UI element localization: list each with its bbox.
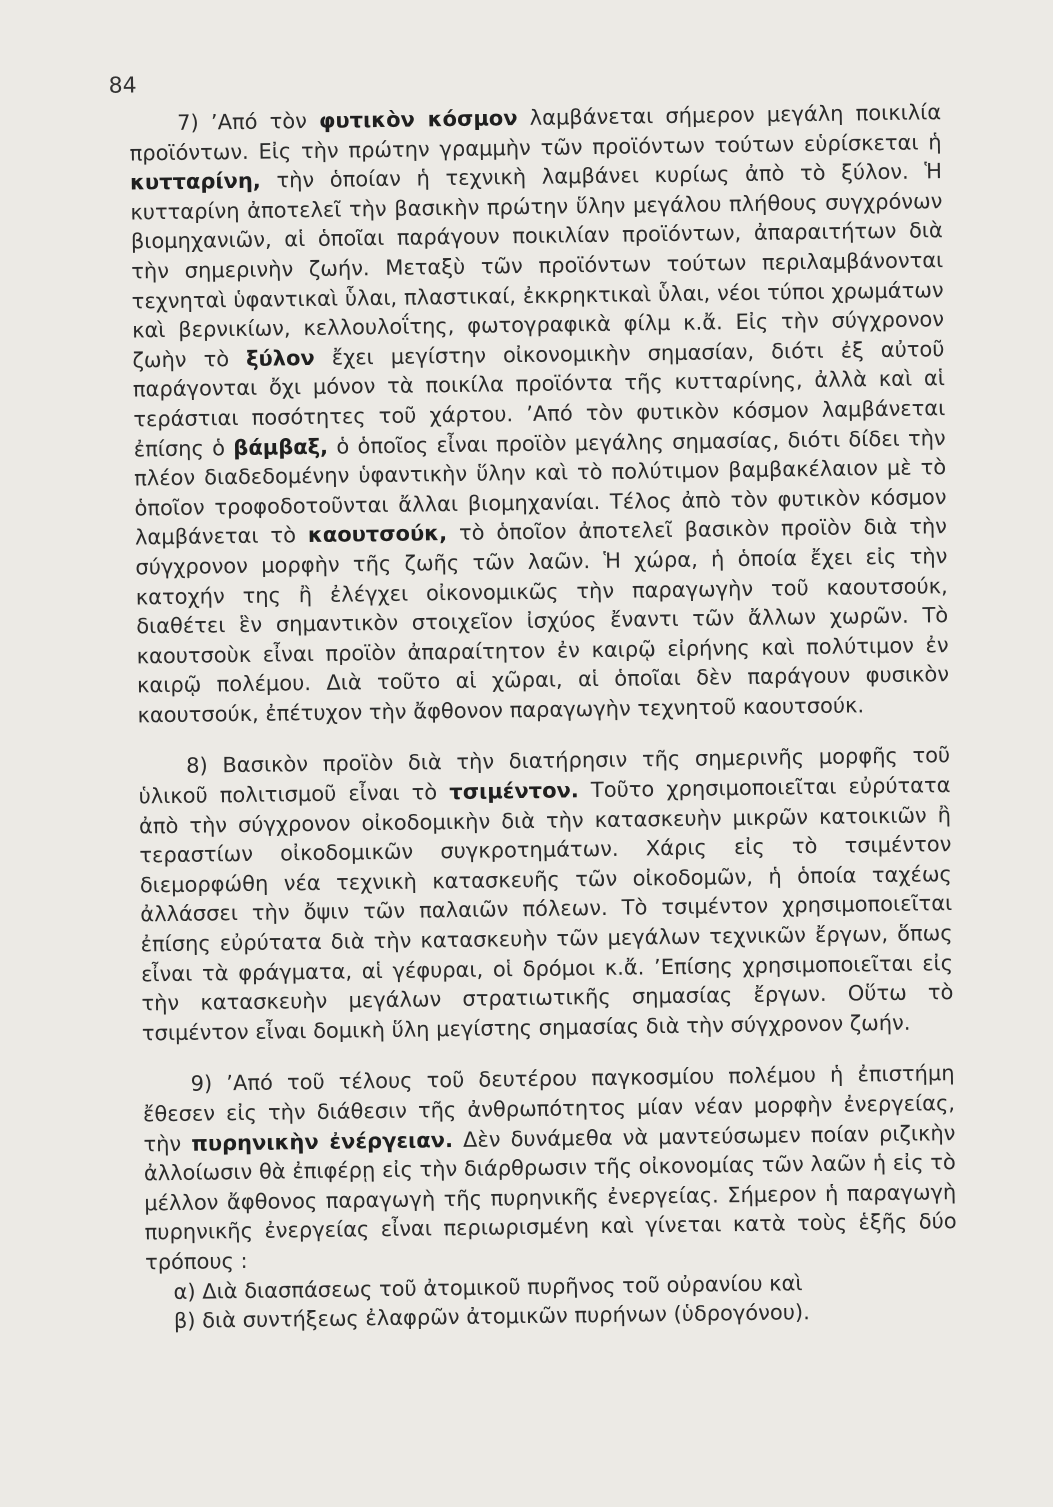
page-number: 84 <box>108 73 137 99</box>
bold-term-pyriniki-energeia: πυρηνικὴν ἐνέργειαν. <box>191 1127 454 1156</box>
paragraph-7: 7) ’Από τὸν φυτικὸν κόσμον λαμβάνεται σήμερον μεγάλη ποικιλία προϊόντων. Εἰς τὴν πρώτην γραμμὴν τῶν προϊόντων τούτων εὑρίσκεται ἡ κυτταρίνη, τὴν ὁποίαν ἡ τεχνικὴ λαμβάνει κυρίως ἀπὸ τὸ ξύλον. Ἡ κυτταρίνη ἀποτελεῖ τὴν βασικὴν πρώτην ὕλην μεγάλου πλήθους συγχρόνων βιομηχανιῶν, αἱ ὁποῖαι παράγουν ποικιλίαν προϊόντων, ἀπαραιτήτων διὰ τὴν σημερινὴν ζωήν. Μεταξὺ τῶν προϊόντων τούτων περιλαμβάνονται τεχνηταὶ ὑφαντικαὶ ὗλαι, πλαστικαί, ἐκκρηκτικαὶ ὗλαι, νέοι τύποι χρωμάτων καὶ βερνικίων, κελλουλοΐτης, φωτογραφικὰ φίλμ κ.ἄ. Εἰς τὴν σύγχρονον ζωὴν τὸ ξύλον ἔχει μεγίστην οἰκονομικὴν σημασίαν, διότι ἐξ αὐτοῦ παράγονται ὄχι μόνον τὰ ποικίλα προϊόντα τῆς κυτταρίνης, ἀλλὰ καὶ αἱ τεράστιαι ποσότητες τοῦ χάρτου. ’Από τὸν φυτικὸν κόσμον λαμβάνεται ἐπίσης ὁ βάμβαξ, ὁ ὁποῖος εἶναι προϊὸν μεγάλης σημασίας, διότι δίδει τὴν πλέον διαδεδομένην ὑφαντικὴν ὕλην καὶ τὸ πολύτιμον βαμβακέλαιον μὲ τὸ ὁποῖον τροφοδοτοῦνται ἄλλαι βιομηχανίαι. Τέλος ἀπὸ τὸν φυτικὸν κόσμον λαμβάνεται τὸ καουτσούκ, τὸ ὁποῖον ἀποτελεῖ βασικὸν προϊὸν διὰ τὴν σύγχρονον μορφὴν τῆς ζωῆς τῶν λαῶν. Ἡ χώρα, ἡ ὁποία ἔχει εἰς τὴν κατοχήν της ἢ ἐλέγχει οἰκονομικῶς τὴν παραγωγὴν τοῦ καουτσούκ, διαθέτει ἓν σημαντικὸν στοιχεῖον ἰσχύος ἔναντι τῶν ἄλλων χωρῶν. Τὸ καουτσοὺκ εἶναι προϊὸν ἀπαραίτητον ἐν καιρῷ εἰρήνης καὶ πολύτιμον ἐν καιρῷ πολέμου. Διὰ τοῦτο αἱ χῶραι, αἱ ὁποῖαι δὲν παράγουν φυσικὸν καουτσούκ, ἐπέτυχον τὴν ἄφθονον παραγωγὴν τεχνητοῦ καουτσούκ. <box>129 100 950 728</box>
paragraph-8: 8) Βασικὸν προϊὸν διὰ τὴν διατήρησιν τῆς σημερινῆς μορφῆς τοῦ ὑλικοῦ πολιτισμοῦ εἶναι τὸ τσιμέντον. Τοῦτο χρησιμοποιεῖται εὐρύτατα ἀπὸ τὴν σύγχρονον οἰκοδομικὴν διὰ τὴν κατασκευὴν μικρῶν κατοικιῶν ἢ τεραστίων οἰκοδομικῶν συγκροτημάτων. Χάρις εἰς τὸ τσιμέντον διεμορφώθη νέα τεχνικὴ κατασκευῆς τῶν οἰκοδομῶν, ἡ ὁποία ταχέως ἀλλάσσει τὴν ὄψιν τῶν παλαιῶν πόλεων. Τὸ τσιμέντον χρησιμοποιεῖται ἐπίσης εὐρύτατα διὰ τὴν κατασκευὴν τῶν μεγάλων τεχνικῶν ἔργων, ὅπως εἶναι τὰ φράγματα, αἱ γέφυραι, οἱ δρόμοι κ.ἄ. ’Επίσης χρησιμοποιεῖται εἰς τὴν κατασκευὴν μεγάλων στρατιωτικῆς σημασίας ἔργων. Οὕτω τὸ τσιμέντον εἶναι δομικὴ ὕλη μεγίστης σημασίας διὰ τὴν σύγχρονον ζωήν. <box>138 743 954 1046</box>
bold-term-kyttarini: κυτταρίνη, <box>129 168 261 195</box>
bold-term-xylon: ξύλον <box>245 345 315 371</box>
bold-term-phytikon-kosmon: φυτικὸν κόσμον <box>318 106 518 133</box>
bold-term-tsimenton: τσιμέντον. <box>449 778 579 805</box>
bold-term-kaoutsouk: καουτσούκ, <box>307 521 448 548</box>
list-item-a: α) Διὰ διασπάσεως τοῦ ἀτομικοῦ πυρῆνος τοῦ οὐρανίου καὶ <box>173 1270 803 1304</box>
list-item-b: β) διὰ συντήξεως ἐλαφρῶν ἀτομικῶν πυρήνων (ὑδρογόνου). <box>173 1300 810 1334</box>
body-text <box>129 98 958 1337</box>
paragraph-9: 9) ’Από τοῦ τέλους τοῦ δευτέρου παγκοσμίου πολέμου ἡ ἐπιστήμη ἔθεσεν εἰς τὴν διάθεσιν τῆς ἀνθρωπότητος μίαν νέαν μορφὴν ἐνεργείας, τὴν πυρηνικὴν ἐνέργειαν. Δὲν δυνάμεθα νὰ μαντεύσωμεν ποίαν ριζικὴν ἀλλοίωσιν θὰ ἐπιφέρῃ εἰς τὴν διάρθρωσιν τῆς οἰκονομίας τῶν λαῶν ἡ εἰς τὸ μέλλον ἄφθονος παραγωγὴ τῆς πυρηνικῆς ἐνεργείας. Σήμερον ἡ παραγωγὴ πυρηνικῆς ἐνεργείας εἶναι περιωρισμένη καὶ γίνεται κατὰ τοὺς ἑξῆς δύο τρόπους : <box>142 1061 957 1275</box>
bold-term-vamvax: βάμβαξ, <box>233 434 329 460</box>
